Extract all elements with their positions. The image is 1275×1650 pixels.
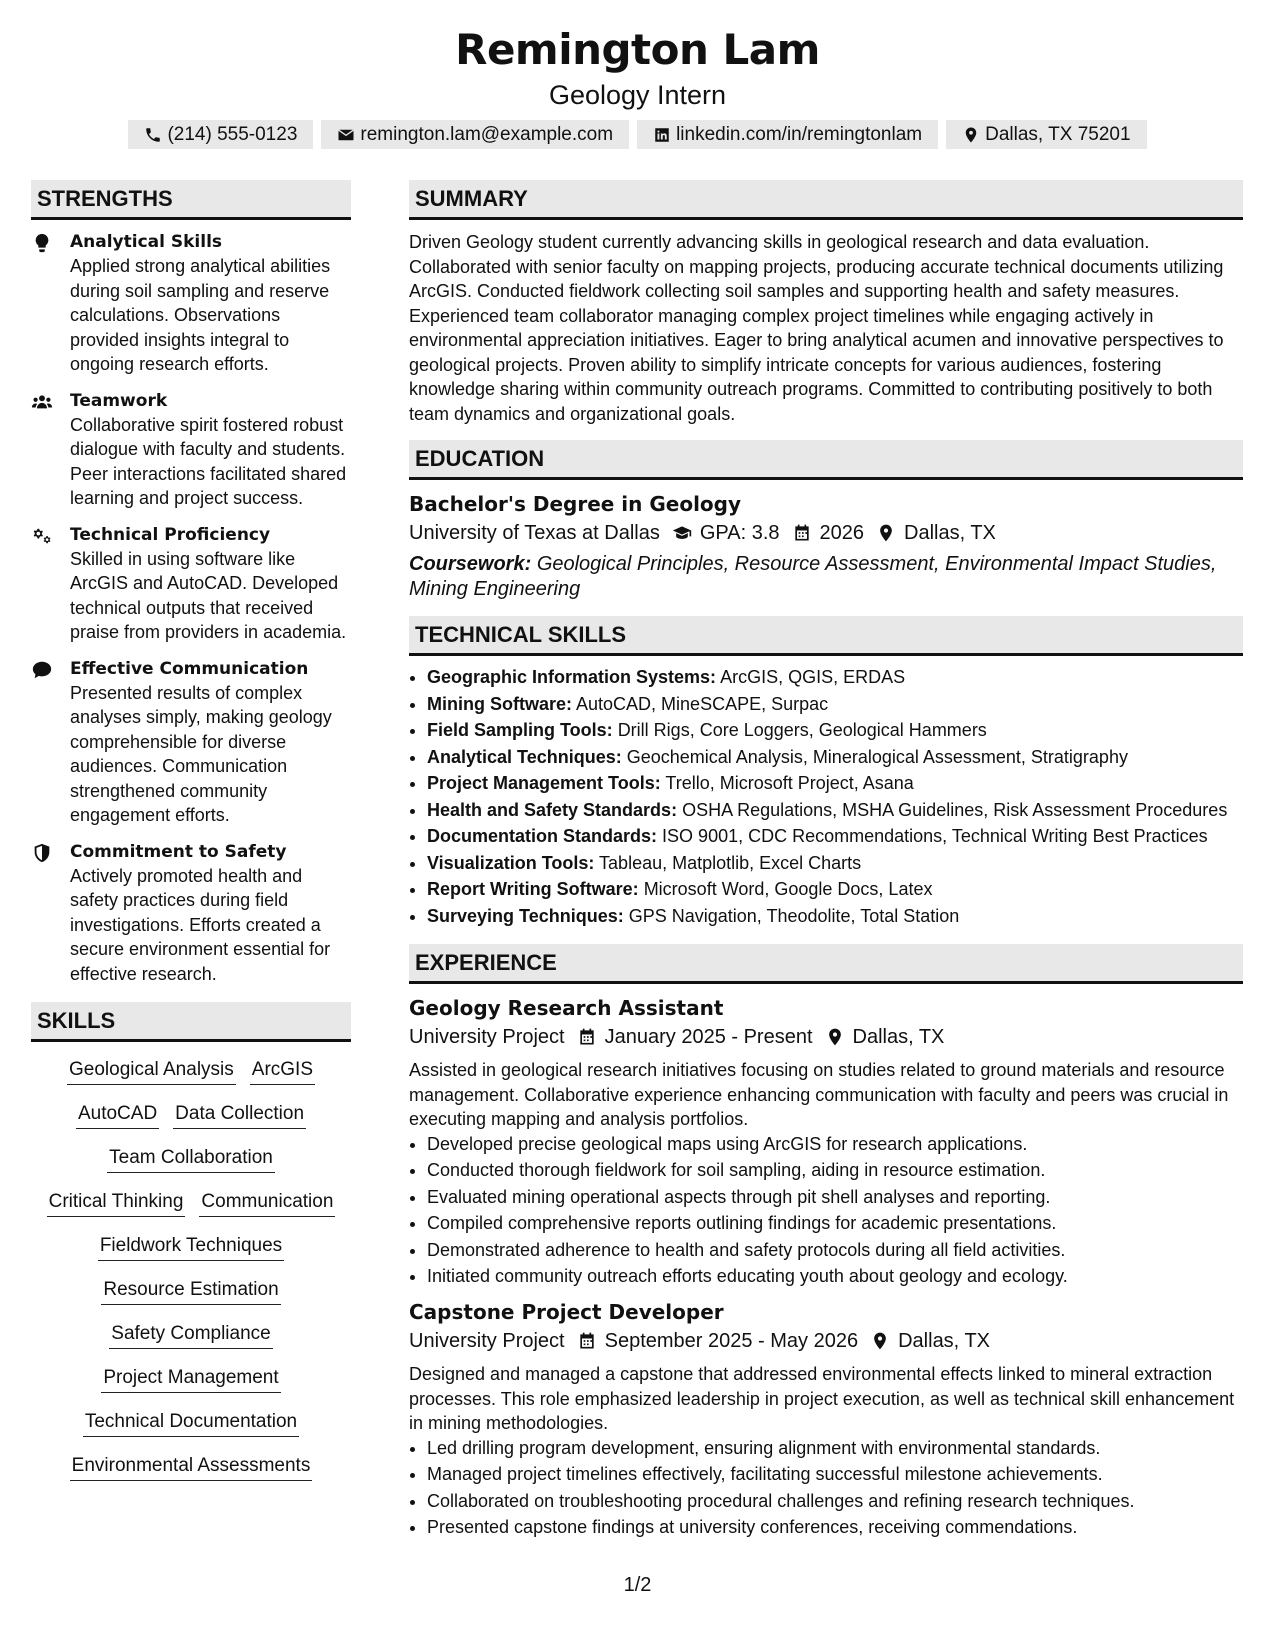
calendar-icon (792, 523, 812, 543)
skill-values: ISO 9001, CDC Recommendations, Technical Writing Best Practices (662, 826, 1208, 846)
list-item: • Initiated community outreach efforts educating youth about geology and ecology. (427, 1264, 1243, 1288)
skill-values: Microsoft Word, Google Docs, Latex (643, 879, 933, 899)
job-meta (409, 1326, 1243, 1356)
skill-category: Visualization Tools: (427, 852, 595, 873)
list-item (427, 693, 1243, 717)
skill-tag: Geological Analysis (67, 1056, 236, 1085)
calendar-icon (577, 1331, 597, 1351)
map-pin-icon (870, 1331, 890, 1351)
contact-email-text[interactable]: remington.lam@example.com (360, 124, 614, 145)
job-org: University Project (409, 1330, 565, 1352)
strength-item (31, 657, 351, 828)
skill-category: Surveying Techniques: (427, 905, 624, 926)
strength-item (31, 389, 351, 511)
skill-values: ArcGIS, QGIS, ERDAS (720, 667, 906, 687)
skill-values: GPS Navigation, Theodolite, Total Station (628, 905, 960, 926)
contact-phone-text: (214) 555-0123 (167, 124, 298, 145)
list-item (427, 772, 1243, 796)
map-pin-icon (825, 1027, 845, 1047)
skill-tag: AutoCAD (76, 1100, 159, 1129)
strength-title: Teamwork (70, 390, 168, 411)
education-heading: EDUCATION (409, 440, 1243, 480)
list-item (427, 799, 1243, 823)
contact-linkedin[interactable] (637, 120, 938, 149)
skill-values: Geochemical Analysis, Mineralogical Assessment, Stratigraphy (626, 746, 1128, 767)
contact-bar (0, 120, 1275, 149)
list-item: • Managed project timelines effectively, facilitating successful milestone achievements. (427, 1462, 1243, 1486)
skill-values: Drill Rigs, Core Loggers, Geological Hammers (617, 720, 987, 740)
degree-title: Bachelor's Degree in Geology (409, 492, 742, 516)
job-location: Dallas, TX (898, 1330, 990, 1352)
skill-tag: ArcGIS (250, 1056, 315, 1085)
envelope-icon (337, 126, 355, 144)
strength-title: Commitment to Safety (70, 841, 287, 862)
candidate-name: Remington Lam (455, 25, 820, 74)
strength-description: Actively promoted health and safety practices during field investigations. Efforts created a secure environment essential for effective research. (70, 865, 331, 984)
skill-category: Field Sampling Tools: (427, 720, 613, 740)
skill-tag: Fieldwork Techniques (98, 1232, 284, 1261)
skill-tag: Communication (199, 1188, 335, 1217)
summary-heading: SUMMARY (409, 180, 1243, 220)
strength-item (31, 523, 351, 645)
skill-values: AutoCAD, MineSCAPE, Surpac (576, 693, 829, 714)
job-dates: January 2025 - Present (604, 1026, 813, 1048)
calendar-icon (577, 1027, 597, 1047)
page-number: 1/2 (623, 1574, 652, 1596)
map-pin-icon (962, 126, 980, 144)
list-item (427, 905, 1243, 929)
candidate-title: Geology Intern (548, 80, 727, 110)
job-dates: September 2025 - May 2026 (604, 1330, 859, 1352)
technical-skills-heading: TECHNICAL SKILLS (409, 616, 1243, 656)
job-location: Dallas, TX (852, 1026, 945, 1048)
skills-heading: SKILLS (31, 1002, 351, 1042)
job-bullets (409, 1436, 1243, 1540)
coursework-list: Geological Principles, Resource Assessment, Environmental Impact Studies, Mining Engineering (409, 553, 1217, 600)
job-bullets (409, 1132, 1243, 1289)
experience-entry (409, 994, 1243, 1288)
experience-entry (409, 1298, 1243, 1539)
map-pin-icon (876, 523, 896, 543)
skill-tag: Critical Thinking (47, 1188, 186, 1217)
strength-description: Skilled in using software like ArcGIS and AutoCAD. Developed technical outputs that received praise from providers in academia. (70, 548, 347, 642)
technical-skills-list (409, 666, 1243, 928)
list-item: • Led drilling program development, ensuring alignment with environmental standards. (427, 1436, 1243, 1460)
list-item: • Collaborated on troubleshooting procedural challenges and refining research techniques. (427, 1489, 1243, 1513)
graduation-year: 2026 (819, 522, 865, 544)
list-item: • Demonstrated adherence to health and safety protocols during all field activities. (427, 1238, 1243, 1262)
skill-category: Analytical Techniques: (427, 746, 622, 767)
skill-values: Tableau, Matplotlib, Excel Charts (599, 852, 862, 873)
skill-category: Health and Safety Standards: (427, 799, 678, 820)
strengths-heading: STRENGTHS (31, 180, 351, 220)
skill-tag: Resource Estimation (101, 1276, 280, 1305)
left-column (31, 180, 351, 1496)
experience-heading: EXPERIENCE (409, 944, 1243, 984)
skill-tag: Team Collaboration (107, 1144, 275, 1173)
users-icon (31, 391, 53, 413)
coursework-label: Coursework: (409, 553, 532, 575)
lightbulb-icon (31, 232, 53, 254)
list-item (427, 666, 1243, 690)
job-title: Geology Research Assistant (409, 996, 724, 1020)
job-description: Designed and managed a capstone that addressed environmental effects linked to mineral extraction processes. This role emphasized leadership in project execution, as well as technical skill enhancement in mining methodologies. (409, 1364, 1235, 1433)
strength-title: Technical Proficiency (70, 524, 271, 545)
skill-category: Report Writing Software: (427, 879, 639, 899)
skill-category: Documentation Standards: (427, 826, 658, 846)
list-item: • Evaluated mining operational aspects through pit shell analyses and reporting. (427, 1185, 1243, 1209)
contact-location-text: Dallas, TX 75201 (985, 124, 1131, 145)
shield-icon (31, 842, 53, 864)
skill-tag: Data Collection (173, 1100, 306, 1129)
skill-tag: Project Management (101, 1364, 280, 1393)
skill-category: Mining Software: (427, 693, 572, 714)
list-item: • Developed precise geological maps using ArcGIS for research applications. (427, 1132, 1243, 1156)
right-column (409, 180, 1243, 1549)
linkedin-icon (653, 126, 671, 144)
list-item (427, 878, 1243, 902)
strength-item (31, 230, 351, 377)
contact-phone (128, 120, 313, 149)
skill-values: Trello, Microsoft Project, Asana (665, 773, 914, 793)
phone-icon (144, 126, 162, 144)
graduation-cap-icon (672, 523, 692, 543)
strength-description: Applied strong analytical abilities during soil sampling and reserve calculations. Observations provided insights integral to ongoing research efforts. (70, 256, 331, 374)
speech-bubble-icon (31, 659, 53, 681)
gears-icon (31, 525, 53, 547)
strength-title: Effective Communication (70, 658, 309, 679)
contact-linkedin-text[interactable]: linkedin.com/in/remingtonlam (676, 124, 923, 145)
coursework (409, 552, 1243, 602)
strength-description: Collaborative spirit fostered robust dialogue with faculty and students. Peer interactions facilitated shared learning and project success. (70, 414, 347, 508)
strength-description: Presented results of complex analyses simply, making geology comprehensible for diverse audiences. Communication strengthened community engagement efforts. (70, 682, 332, 825)
job-description: Assisted in geological research initiatives focusing on studies related to ground materials and resource management. Collaborative experience enhancing communication with faculty and peers was crucial in executing mapping and analysis portfolios. (409, 1060, 1229, 1129)
skill-tag: Safety Compliance (109, 1320, 272, 1349)
job-org: University Project (409, 1026, 565, 1048)
education-meta (409, 518, 1243, 548)
skill-values: OSHA Regulations, MSHA Guidelines, Risk Assessment Procedures (682, 799, 1228, 820)
list-item: • Compiled comprehensive reports outlining findings for academic presentations. (427, 1211, 1243, 1235)
strength-title: Analytical Skills (70, 232, 223, 252)
contact-email[interactable] (321, 120, 629, 149)
skill-category: Geographic Information Systems: (427, 667, 717, 687)
contact-location (946, 120, 1146, 149)
list-item: • Presented capstone findings at university conferences, receiving commendations. (427, 1515, 1243, 1539)
list-item (427, 825, 1243, 849)
list-item (427, 746, 1243, 770)
list-item: • Conducted thorough fieldwork for soil sampling, aiding in resource estimation. (427, 1158, 1243, 1182)
list-item (427, 852, 1243, 876)
education-location: Dallas, TX (904, 522, 996, 544)
school-name: University of Texas at Dallas (409, 522, 660, 544)
skill-tag: Technical Documentation (83, 1408, 299, 1437)
gpa: GPA: 3.8 (699, 522, 780, 544)
skill-tag: Environmental Assessments (70, 1452, 313, 1481)
summary-text: Driven Geology student currently advancing skills in geological research and data evaluation. Collaborated with senior faculty on mapping projects, producing accurate technical documents utilizing ArcGIS. Conducted fieldwork collecting soil samples and supporting health and safety measures. Experienced team collaborator managing complex project timelines while engaging actively in environmental appreciation initiatives. Eager to bring analytical acumen and innovative perspectives to geological projects. Proven ability to simplify intricate concepts for various audiences, fostering knowledge sharing within community outreach programs. Committed to contributing positively to both team dynamics and organizational goals. (409, 232, 1224, 424)
strength-item (31, 840, 351, 987)
list-item (427, 719, 1243, 743)
skills-list (31, 1052, 351, 1482)
job-title: Capstone Project Developer (409, 1300, 724, 1324)
resume-header (0, 0, 1275, 149)
job-meta (409, 1022, 1243, 1052)
skill-category: Project Management Tools: (427, 773, 661, 793)
